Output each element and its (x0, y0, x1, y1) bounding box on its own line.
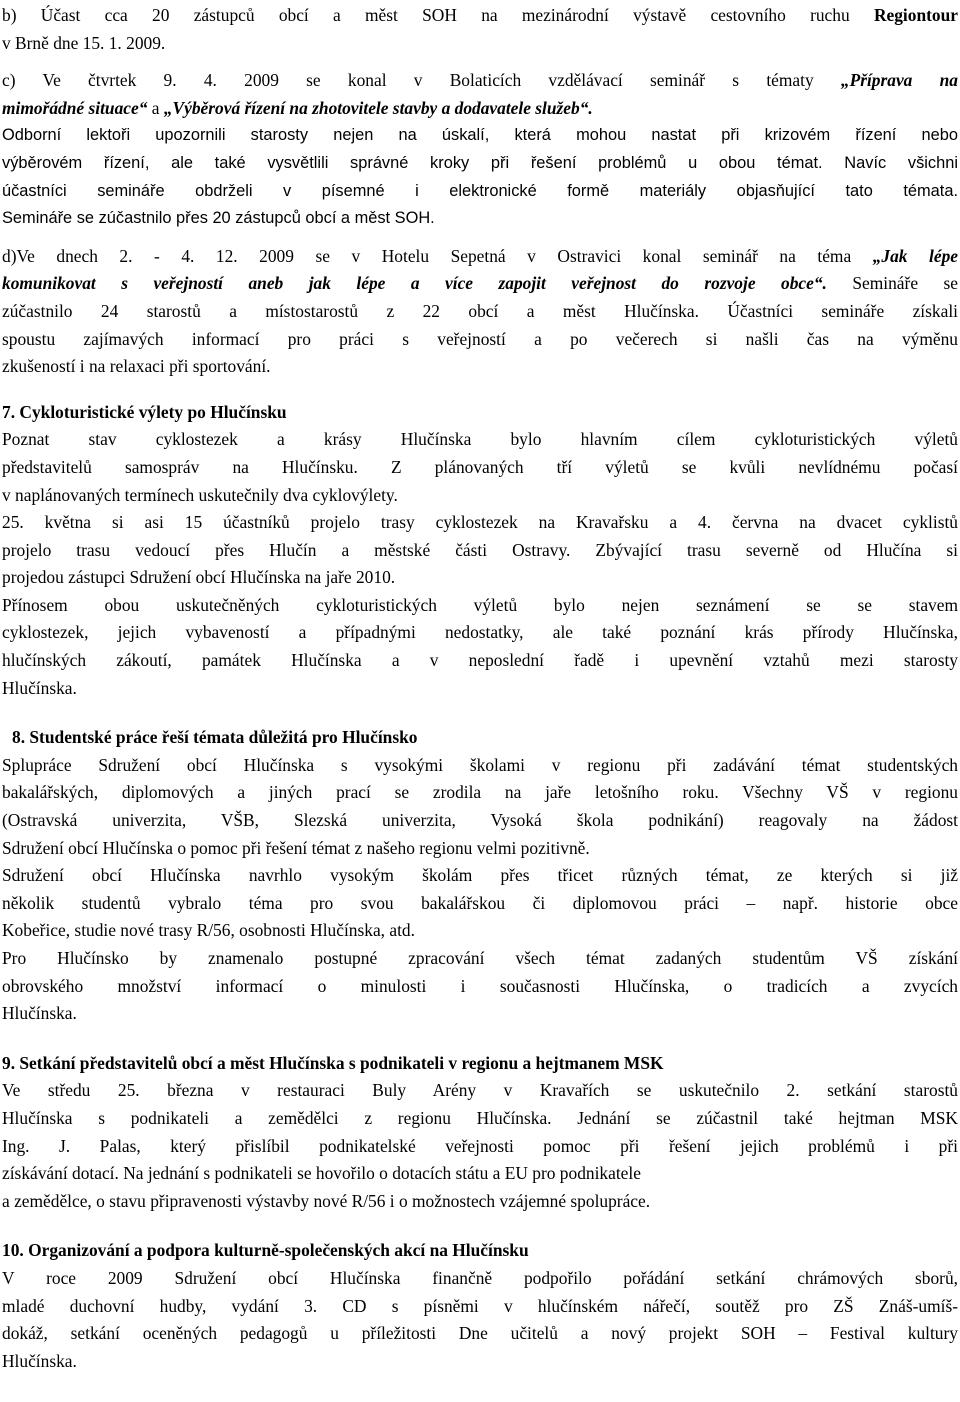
item-b-text: b) Účast cca 20 zástupců obcí a měst SOH na mezinárodní výstavě cestovního ruchu (2, 5, 874, 25)
section-7-line: Hlučínska. (2, 677, 77, 698)
section-10-heading: 10. Organizování a podpora kulturně-společenských akcí na Hlučínsku (2, 1240, 529, 1261)
section-8-line: Sdružení obcí Hlučínska navrhlo vysokým školám přes třicet různých témat, ze kterých si již (2, 865, 958, 886)
section-8-line: Sdružení obcí Hlučínska o pomoc při řešení témat z našeho regionu velmi pozitivně. (2, 837, 590, 858)
item-d-text-2: Semináře se (826, 273, 958, 294)
item-b-line-2: v Brně dne 15. 1. 2009. (2, 32, 166, 53)
item-b-bold: Regiontour (873, 5, 958, 25)
section-7-heading: 7. Cykloturistické výlety po Hlučínsku (2, 401, 287, 422)
section-7 (2, 399, 958, 703)
section-8-line: Kobeřice, studie nové trasy R/56, osobnosti Hlučínska, atd. (2, 920, 415, 941)
section-8-line: obrovského množství informací o minulosti i současnosti Hlučínska, o tradicích a zvycích (2, 975, 958, 996)
item-c-text: c) Ve čtvrtek 9. 4. 2009 se konal v Bolaticích vzdělávací seminář s tématy (2, 70, 841, 91)
section-10-line: dokáž, setkání oceněných pedagogů u příležitosti Dne učitelů a nový projekt SOH – Festival kultury (2, 1323, 958, 1344)
section-10-line: Hlučínska. (2, 1350, 77, 1371)
section-8-line: Pro Hlučínsko by znamenalo postupné zpracování všech témat zadaných studentům VŠ získání (2, 948, 958, 968)
item-b-line-1 (2, 2, 958, 30)
section-9-line: Hlučínska s podnikateli a zemědělci z regionu Hlučínska. Jednání se zúčastnil také hejtman MSK (2, 1107, 958, 1128)
item-b (2, 2, 958, 57)
item-c-line-5: účastníci semináře obdrželi v písemné i elektronické formě materiály objasňující tato témata. (2, 181, 958, 200)
section-8-line: bakalářských, diplomových a jiných prací se zrodila na jaře letošního roku. Všechny VŠ v regionu (2, 782, 958, 803)
item-c-line-2 (2, 95, 958, 123)
item-c-line-6: Semináře se zúčastnilo přes 20 zástupců obcí a měst SOH. (2, 209, 435, 228)
section-7-line: představitelů samospráv na Hlučínsku. Z plánovaných tří výletů se kvůli nevlídnému počasí (2, 456, 958, 477)
item-c-line-3: Odborní lektoři upozornili starosty nejen na úskalí, která mohou nastat při krizovém řízení nebo (2, 126, 958, 145)
section-7-line: cyklostezek, jejich vybaveností a případnými nedostatky, ale také poznání krás přírody Hlučínska, (2, 622, 958, 643)
section-10-line: mladé duchovní hudby, vydání 3. CD s písněmi v hlučínském nářečí, soutěž pro ZŠ Znáš-umíš- (2, 1295, 958, 1316)
section-8-line: několik studentů vybralo téma pro svou bakalářskou či diplomovou práci – např. historie obce (2, 892, 958, 913)
section-7-line: hlučínských zákoutí, památek Hlučínska a v neposlední řadě i upevnění vztahů mezi starosty (2, 650, 958, 671)
item-d-line-2 (2, 270, 958, 298)
section-7-line: projedou zástupci Sdružení obcí Hlučínska na jaře 2010. (2, 567, 396, 588)
item-d (2, 243, 958, 381)
section-9-line: Ve středu 25. března v restauraci Buly Arény v Kravařích se uskutečnilo 2. setkání starostů (2, 1080, 958, 1101)
section-8-line: Hlučínska. (2, 1003, 77, 1024)
section-7-line: Poznat stav cyklostezek a krásy Hlučínska bylo hlavním cílem cykloturistických výletů (2, 429, 958, 450)
section-8-line: (Ostravská univerzita, VŠB, Slezská univerzita, Vysoká škola podnikání) reagovaly na žádost (2, 810, 958, 831)
item-d-line-3: zúčastnilo 24 starostů a místostarostů z 22 obcí a měst Hlučínska. Účastníci semináře získali (2, 300, 958, 321)
item-c-topic-2: „Výběrová řízení na zhotovitele stavby a dodavatele služeb“. (163, 97, 593, 118)
section-8-heading: 8. Studentské práce řeší témata důležitá pro Hlučínsko (12, 727, 418, 748)
section-10 (2, 1237, 958, 1375)
section-8-line: Spluprác​e Sdružení obcí Hlučínska s vysokými školami v regionu při zadávání témat studentských (2, 754, 958, 775)
section-9 (2, 1050, 958, 1216)
item-d-topic: „Jak lépe (872, 245, 958, 266)
item-c (2, 67, 958, 233)
item-d-text: d)Ve dnech 2. - 4. 12. 2009 se v Hotelu Sepetná v Ostravici konal seminář na téma (2, 245, 873, 266)
item-d-topic-2: komunikovat s veřejností aneb jak lépe a více zapojit veřejnost do rozvoje obce“. (2, 273, 827, 294)
item-c-topic-1: „Příprava na (840, 70, 958, 91)
section-9-line: Ing. J. Palas, který přislíbil podnikatelské veřejnosti pomoc při řešení jejich problémů i při (2, 1135, 958, 1156)
item-c-line-4: výběrovém řízení, ale také vysvětlili správné kroky při řešení problémů u obou témat. Navíc všichni (2, 153, 958, 172)
section-9-heading: 9. Setkání představitelů obcí a měst Hlučínska s podnikateli v regionu a hejtmanem MSK (2, 1052, 664, 1073)
section-9-line: získávání dotací. Na jednání s podnikateli se hovořilo o dotacích státu a EU pro podnikatele (2, 1163, 641, 1184)
item-d-line-1 (2, 243, 958, 271)
section-9-line: a zemědělce, o stavu připravenosti výstavby nové R/56 i o možnostech vzájemné spolupráce. (2, 1190, 651, 1211)
section-7-line: v naplánovaných termínech uskutečnily dva cyklovýlety. (2, 484, 398, 505)
section-8 (2, 724, 958, 1028)
item-c-line-1 (2, 67, 958, 95)
item-d-line-5: zkušeností i na relaxaci při sportování. (2, 356, 271, 377)
section-7-line: Přínosem obou uskutečněných cykloturistických výletů bylo nejen seznámení se se stavem (2, 594, 958, 615)
item-c-conj: a (147, 97, 164, 118)
item-c-topic-1b: mimořádné situace“ (2, 97, 148, 118)
section-7-line: projelo trasu vedoucí přes Hlučín a městské části Ostravy. Zbývající trasu severně od Hlučína si (2, 539, 958, 560)
section-7-line: 25. května si asi 15 účastníků projelo trasy cyklostezek na Kravařsku a 4. června na dvacet cyklistů (2, 512, 958, 533)
item-d-line-4: spoustu zajímavých informací pro práci s veřejností a po večerech si našli čas na výměnu (2, 328, 958, 349)
section-10-line: V roce 2009 Sdružení obcí Hlučínska finančně podpořilo pořádání setkání chrámových sborů, (2, 1267, 958, 1288)
